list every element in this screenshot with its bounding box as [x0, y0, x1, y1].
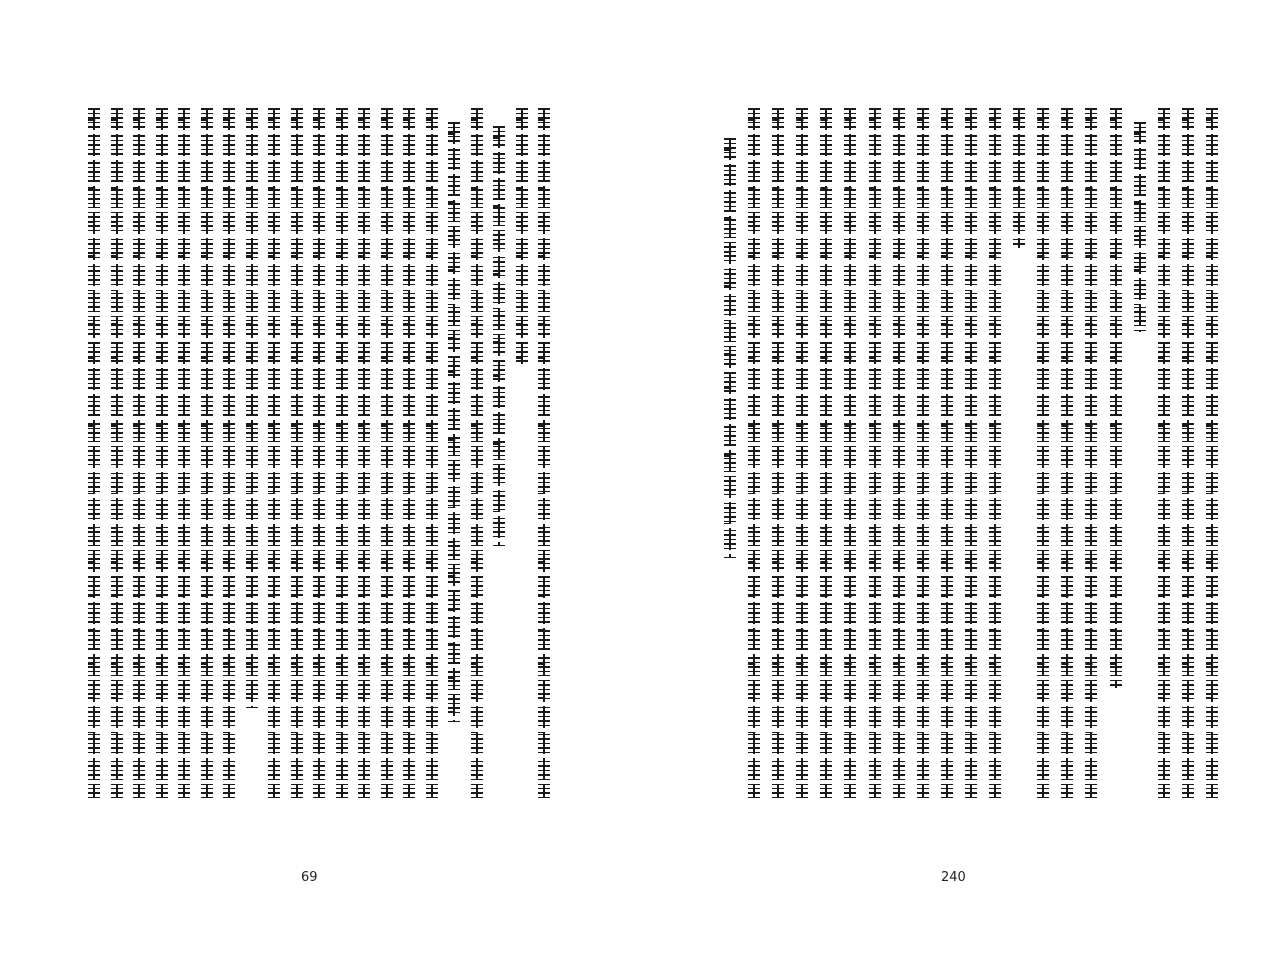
text-column [516, 108, 528, 798]
text-column [893, 108, 905, 798]
text-column [917, 108, 929, 798]
text-column [178, 108, 190, 798]
text-column [1182, 108, 1194, 798]
text-column [1206, 108, 1218, 798]
text-column [1134, 108, 1146, 798]
text-column [844, 108, 856, 798]
text-column [1013, 108, 1025, 798]
text-column [291, 108, 303, 798]
text-column [1085, 108, 1097, 798]
text-column [941, 108, 953, 798]
text-column [1037, 108, 1049, 798]
text-column [268, 108, 280, 798]
text-column [426, 108, 438, 798]
text-column [358, 108, 370, 798]
text-column [313, 108, 325, 798]
text-column [820, 108, 832, 798]
text-column [471, 108, 483, 798]
text-column [201, 108, 213, 798]
text-column [772, 108, 784, 798]
text-column [156, 108, 168, 798]
text-column [133, 108, 145, 798]
text-column [796, 108, 808, 798]
text-column [493, 108, 505, 798]
text-column [448, 108, 460, 798]
right-page-text-block [724, 108, 1218, 798]
text-column [748, 108, 760, 798]
text-column [223, 108, 235, 798]
text-column [869, 108, 881, 798]
page-number-left: 69 [301, 870, 318, 885]
page-number-right: 240 [941, 870, 966, 885]
text-column [989, 108, 1001, 798]
text-column [538, 108, 550, 798]
text-column [88, 108, 100, 798]
text-column [1110, 108, 1122, 798]
text-column [1061, 108, 1073, 798]
text-column [1158, 108, 1170, 798]
text-column [965, 108, 977, 798]
text-column [111, 108, 123, 798]
text-column [381, 108, 393, 798]
text-column [336, 108, 348, 798]
text-column [403, 108, 415, 798]
left-page-text-block [88, 108, 550, 798]
text-column [246, 108, 258, 798]
text-column [724, 108, 736, 798]
